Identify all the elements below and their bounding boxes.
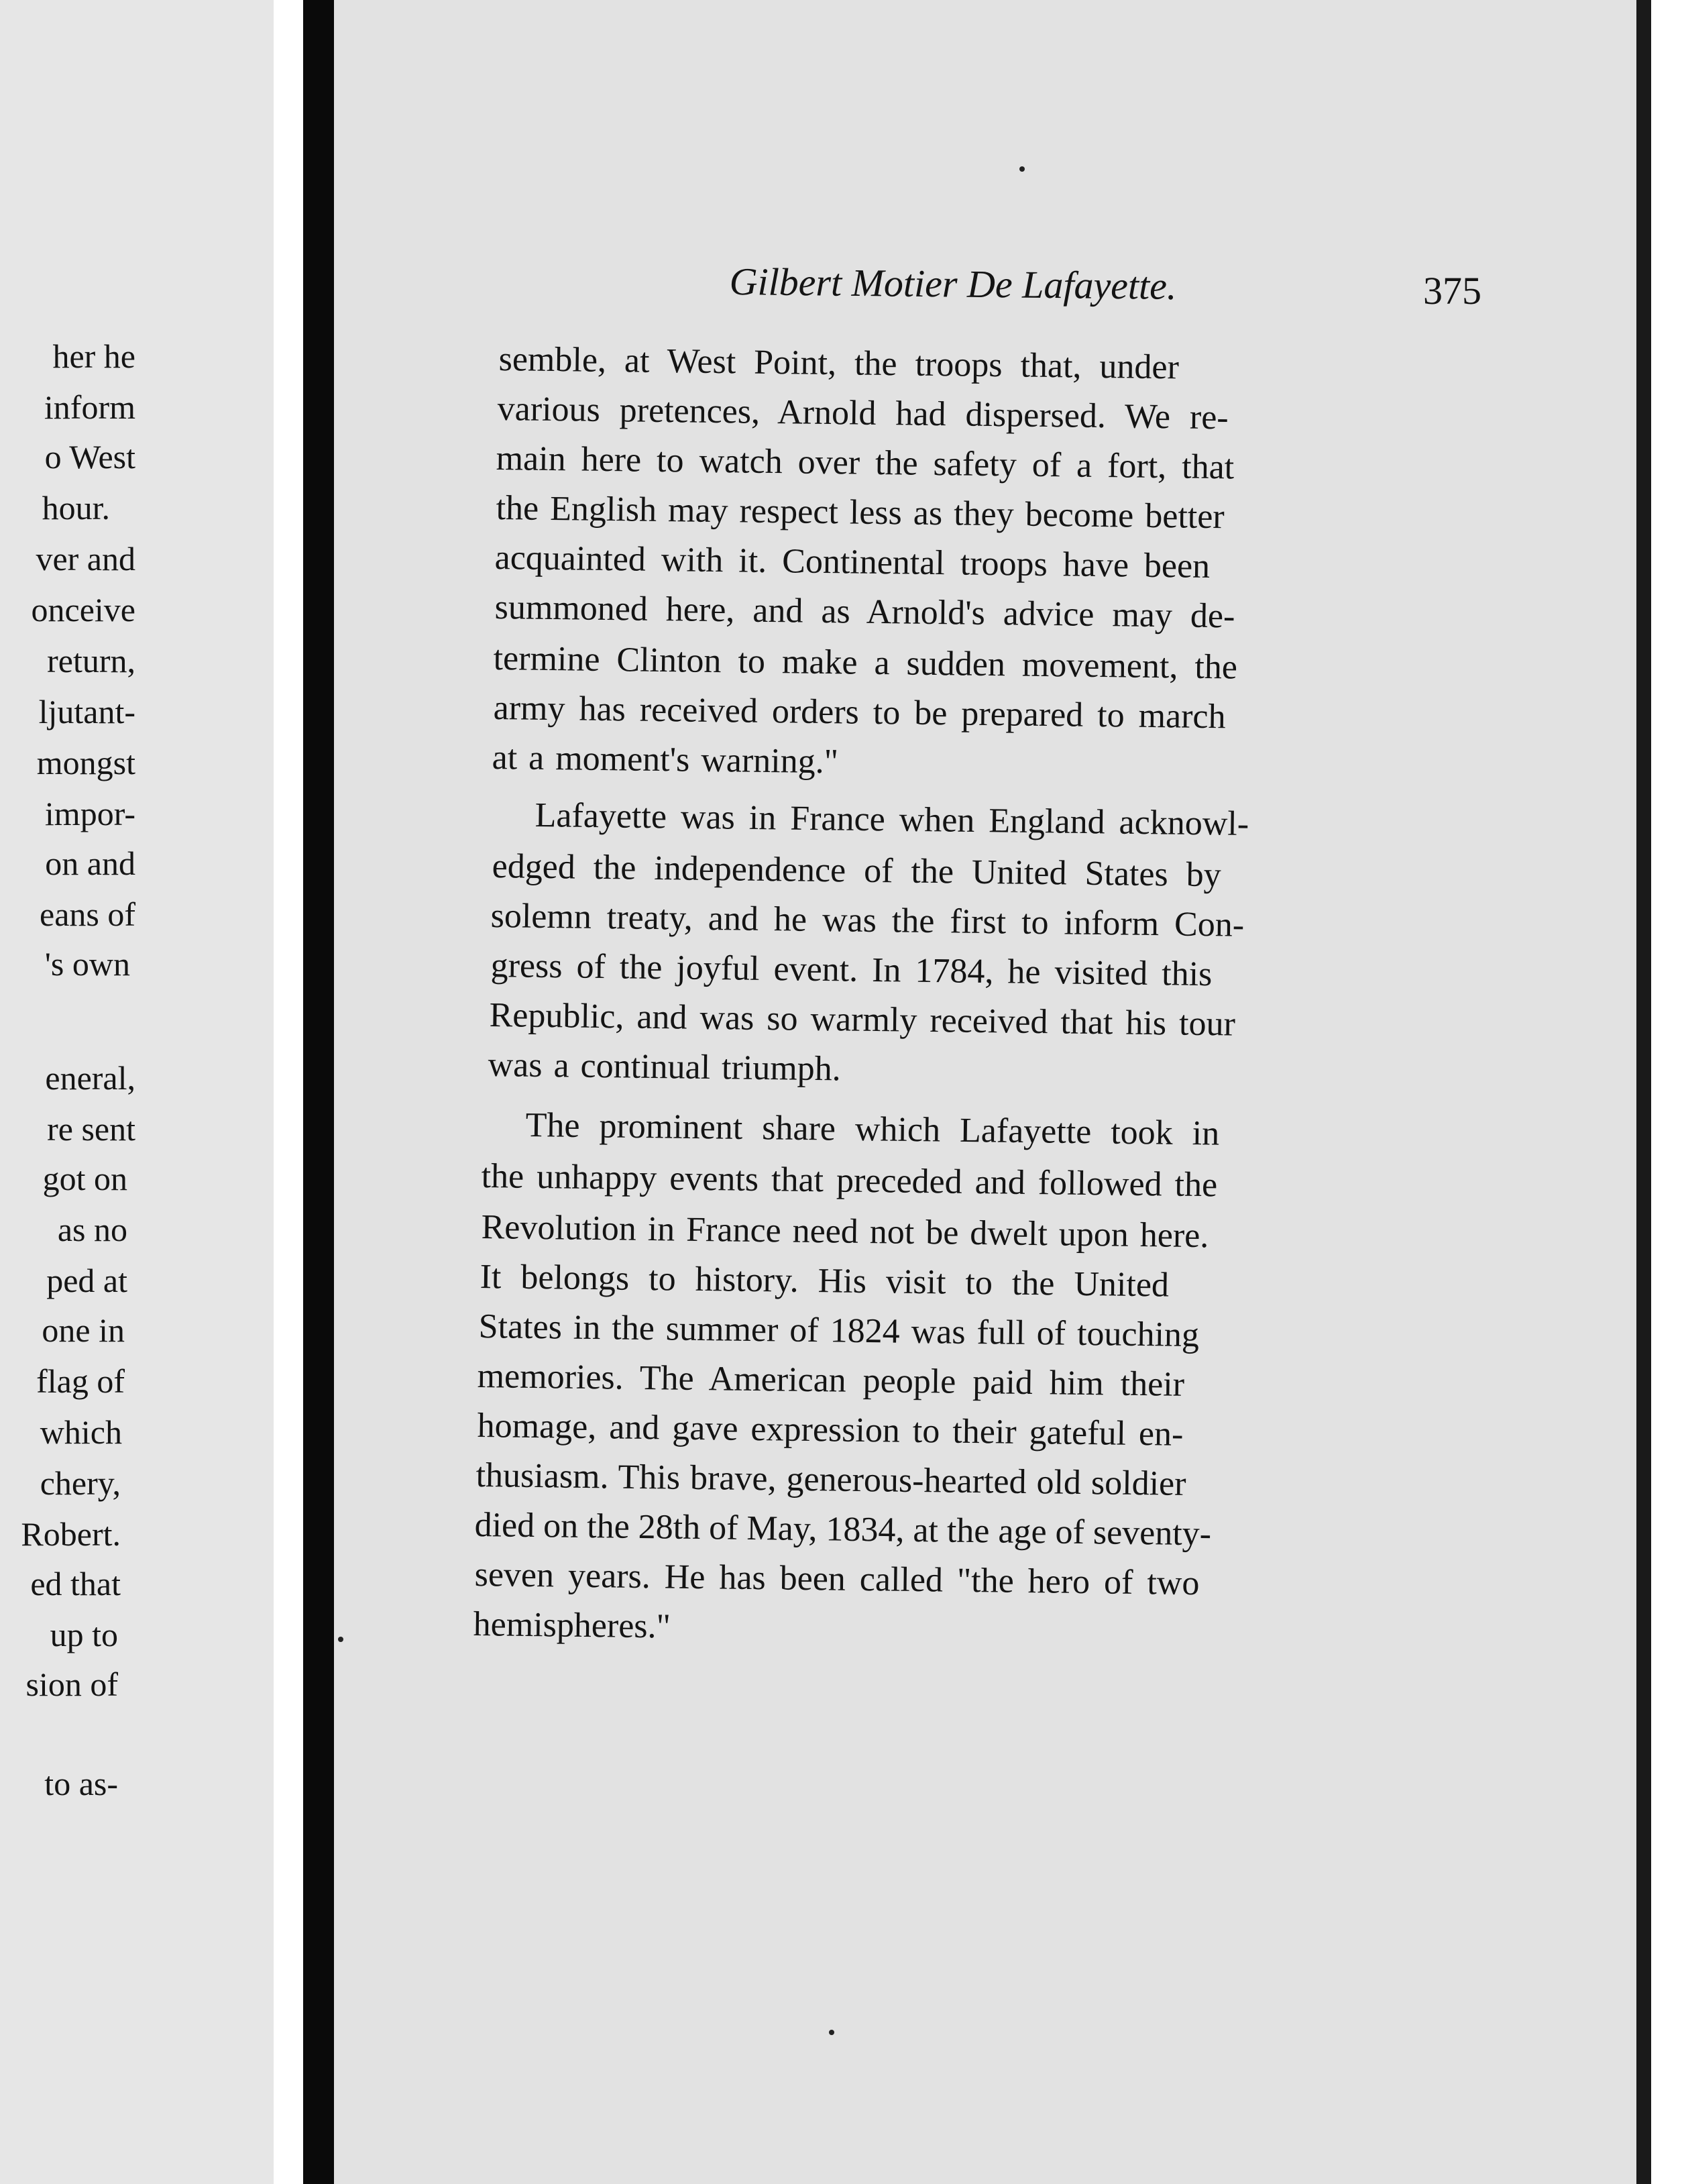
left-page-line: impor- — [44, 795, 135, 832]
body-line: the unhappy events that preceded and followed the — [481, 1157, 1218, 1205]
body-line: main here to watch over the safety of a fort, that — [496, 439, 1235, 487]
left-page-line: Robert. — [21, 1515, 121, 1553]
left-page-line: mongst — [36, 744, 135, 781]
left-page-line: one in — [42, 1311, 125, 1349]
body-line: edged the independence of the United States by — [492, 847, 1222, 895]
left-page-line: onceive — [31, 591, 135, 629]
dust-speck — [1019, 166, 1025, 172]
body-line: hemispheres." — [473, 1605, 671, 1646]
left-page-line: eneral, — [45, 1059, 135, 1097]
left-page-line: got on — [42, 1160, 127, 1197]
body-line: termine Clinton to make a sudden movement, the — [493, 639, 1238, 687]
left-page-line: on and — [45, 844, 135, 882]
body-line: memories. The American people paid him their — [477, 1357, 1185, 1404]
left-page-line: chery, — [40, 1464, 121, 1502]
body-line: Republic, and was so warmly received that his tour — [489, 996, 1236, 1044]
body-line: acquainted with it. Continental troops have been — [494, 539, 1211, 586]
left-page-line: re sent — [47, 1110, 135, 1148]
body-line: was a continual triumph. — [488, 1046, 842, 1089]
body-line: It belongs to history. His visit to the United — [480, 1258, 1170, 1305]
body-line: Lafayette was in France when England acknowl- — [535, 796, 1249, 844]
gutter — [274, 0, 303, 2184]
body-line: summoned here, and as Arnold's advice may de- — [494, 588, 1235, 636]
body-line: died on the 28th of May, 1834, at the age of seventy- — [474, 1506, 1212, 1553]
left-page-line: inform — [44, 388, 135, 426]
dust-speck — [829, 2030, 834, 2035]
left-page-line: ljutant- — [38, 693, 135, 730]
body-line: the English may respect less as they become better — [496, 489, 1225, 537]
left-page-line: her he — [52, 337, 135, 375]
left-page-line: sion of — [25, 1666, 118, 1703]
left-page-line: o West — [44, 438, 135, 476]
page-edge-shadow — [1636, 0, 1651, 2184]
body-line: thusiasm. This brave, generous-hearted old soldier — [475, 1456, 1186, 1503]
left-page-line: which — [40, 1413, 122, 1451]
scan-margin — [1651, 0, 1682, 2184]
left-page-line: to as- — [44, 1765, 118, 1802]
left-page-line: up to — [50, 1616, 118, 1653]
body-line: solemn treaty, and he was the first to inform Con- — [490, 897, 1245, 944]
left-facing-page — [0, 0, 303, 2184]
body-line: semble, at West Point, the troops that, under — [498, 340, 1180, 387]
left-page-line: return, — [47, 642, 135, 679]
body-line: homage, and gave expression to their gateful en- — [477, 1407, 1184, 1454]
page-number: 375 — [1423, 269, 1481, 313]
body-line: at a moment's warning." — [492, 739, 839, 781]
body-line: seven years. He has been called "the hero of two — [474, 1555, 1200, 1603]
running-head: Gilbert Motier De Lafayette. — [729, 259, 1177, 308]
body-line: States in the summer of 1824 was full of touching — [478, 1307, 1200, 1355]
left-page-line: ver and — [36, 540, 135, 578]
left-page-line: eans of — [40, 895, 135, 933]
book-spine-shadow — [303, 0, 334, 2184]
body-line: gress of the joyful event. In 1784, he visited this — [490, 946, 1213, 994]
left-page-line: ed that — [30, 1565, 121, 1602]
left-page-line: 's own — [44, 945, 130, 983]
left-page-line: flag of — [36, 1362, 125, 1400]
left-page-line: as no — [57, 1211, 127, 1248]
body-line: various pretences, Arnold had dispersed. We re- — [497, 390, 1229, 437]
left-page-line: hour. — [42, 489, 110, 527]
body-line: The prominent share which Lafayette took in — [525, 1106, 1220, 1153]
body-line: Revolution in France need not be dwelt upon here. — [481, 1208, 1209, 1256]
left-page-line: ped at — [46, 1262, 127, 1299]
dust-speck — [338, 1637, 343, 1642]
right-page — [334, 0, 1651, 2184]
body-line: army has received orders to be prepared to march — [493, 689, 1226, 736]
